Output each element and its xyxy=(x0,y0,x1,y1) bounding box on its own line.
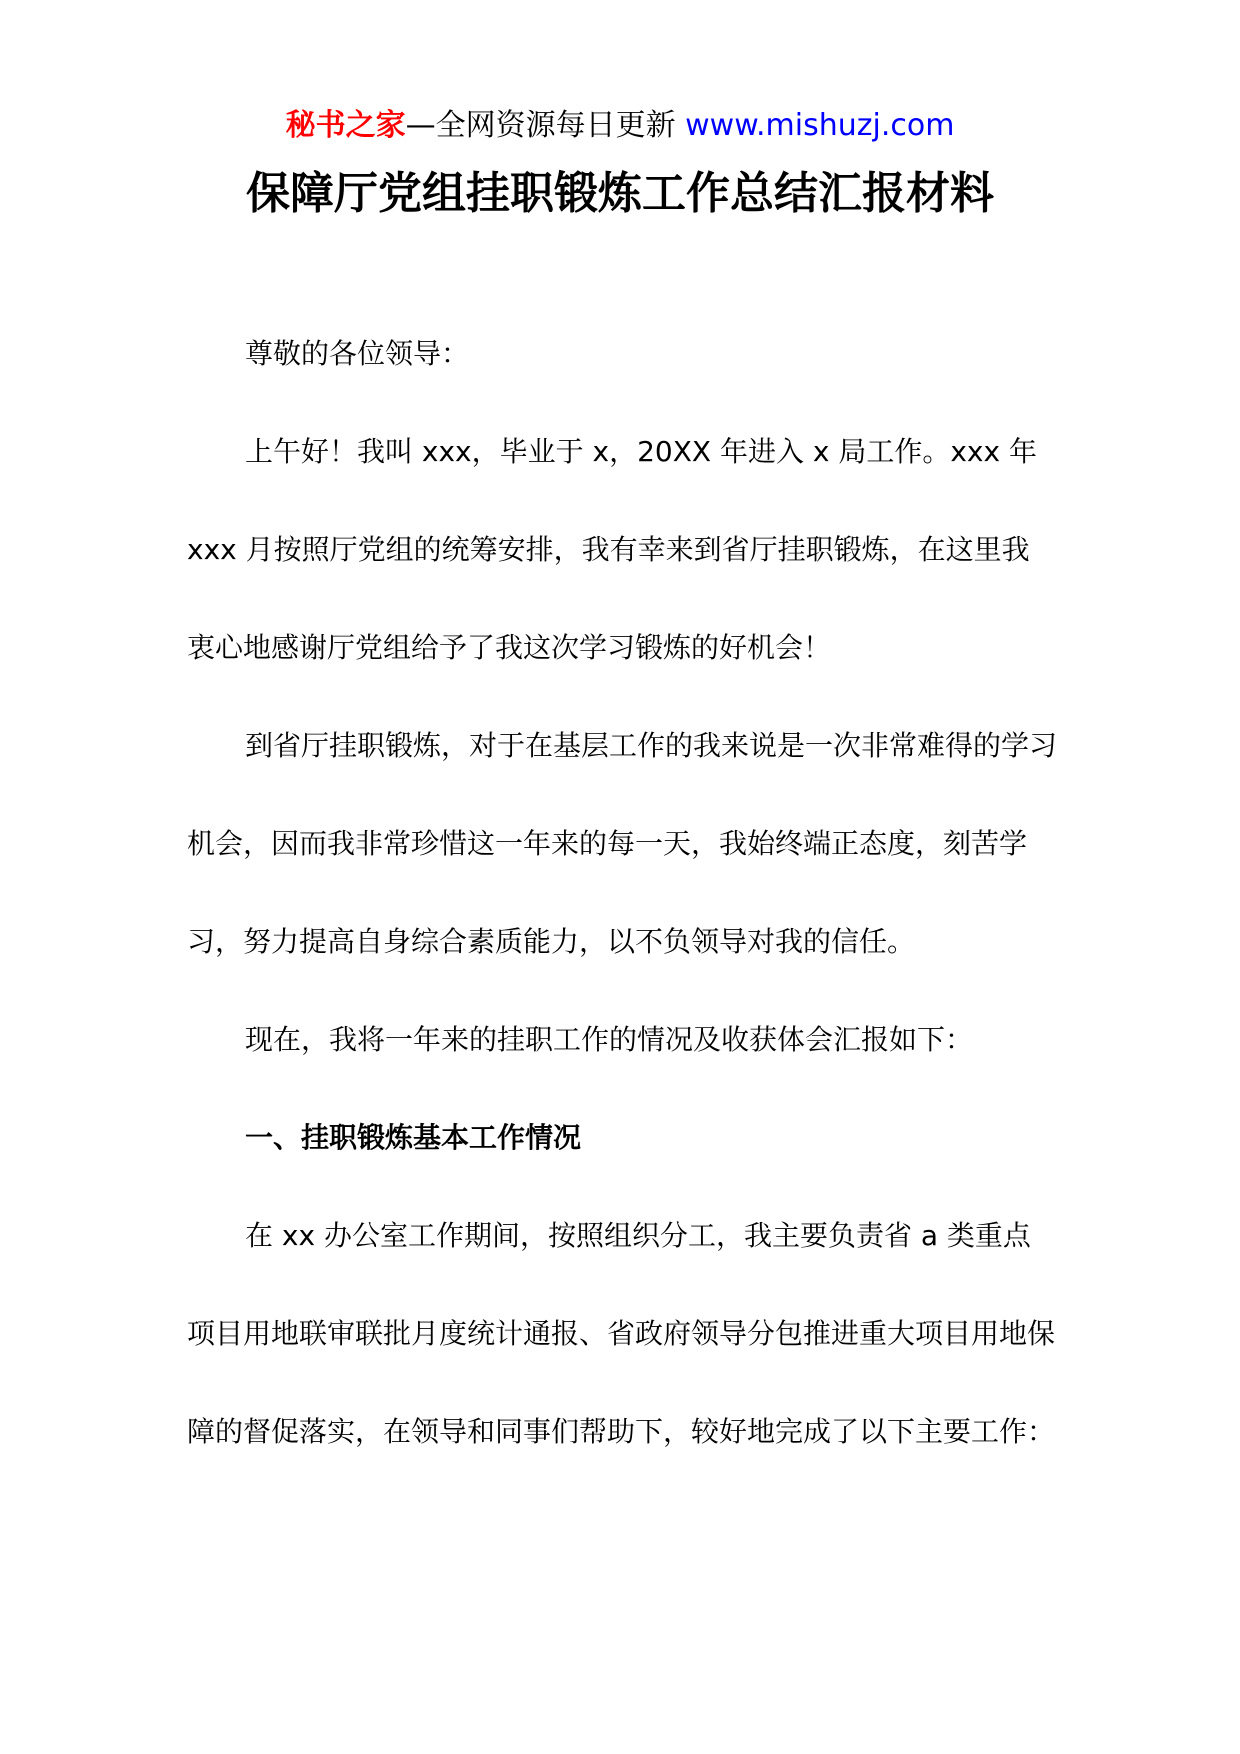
site-url-link[interactable]: www.mishuzj.com xyxy=(685,108,955,143)
work-duties-paragraph: 在 xx 办公室工作期间，按照组织分工，我主要负责省 a 类重点项目用地联审联批月度统计通报、省政府领导分包推进重大项目用地保障的督促落实，在领导和同事们帮助下，较好地完成了以下主要工作： xyxy=(187,1219,1056,1448)
opportunity-paragraph: 到省厅挂职锻炼，对于在基层工作的我来说是一次非常难得的学习机会，因而我非常珍惜这一年来的每一天，我始终端正态度，刻苦学习，努力提高自身综合素质能力，以不负领导对我的信任。 xyxy=(187,729,1058,958)
document-title: 保障厅党组挂职锻炼工作总结汇报材料 xyxy=(246,168,994,219)
header-tagline: —全网资源每日更新 xyxy=(405,108,686,143)
salutation-paragraph: 尊敬的各位领导： xyxy=(245,337,470,370)
section-heading-1: 一、挂职锻炼基本工作情况 xyxy=(245,1121,582,1154)
site-header xyxy=(0,104,1240,148)
brand-name: 秘书之家 xyxy=(285,108,406,143)
report-lead-paragraph: 现在，我将一年来的挂职工作的情况及收获体会汇报如下： xyxy=(245,1023,974,1056)
document-body xyxy=(187,305,1057,1481)
intro-paragraph: 上午好！我叫 xxx，毕业于 x，20XX 年进入 x 局工作。xxx 年 xxx 月按照厅党组的统筹安排，我有幸来到省厅挂职锻炼，在这里我衷心地感谢厅党组给予了我这次学习锻炼的好机会！ xyxy=(187,435,1037,664)
